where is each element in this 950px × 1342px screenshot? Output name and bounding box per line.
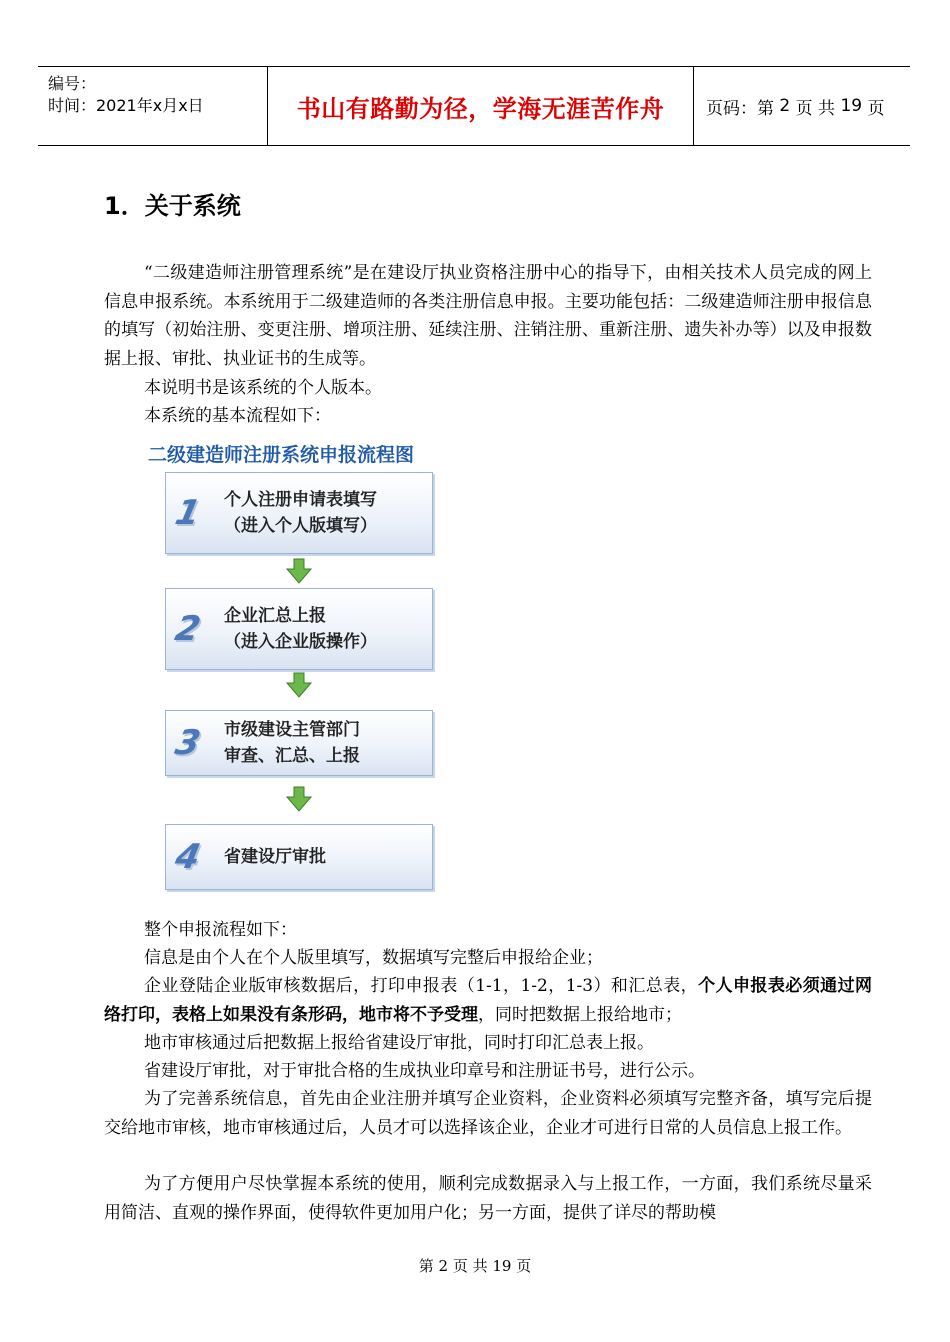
paragraph-version: 本说明书是该系统的个人版本。 [144,378,382,398]
flowchart-step-2 [165,588,433,670]
paragraph-enterprise [104,972,872,1029]
flowchart-title: 二级建造师注册系统申报流程图 [148,444,415,466]
paragraph-usability: 为了方便用户尽快掌握本系统的使用，顺利完成数据录入与上报工作，一方面，我们系统尽量采用简洁、直观的操作界面，使得软件更加用户化；另一方面，提供了详尽的帮助模 [104,1174,872,1223]
step-line-2: （进入个人版填写） [224,516,377,536]
page-total: 19 [840,96,863,116]
enterprise-warning: 个人申报表必须通过网络打印，表格上如果没有条形码，地市将不予受理 [104,976,872,1025]
page-suffix: 页 [867,98,885,119]
header-meta [48,73,204,117]
flowchart-step-4 [165,824,433,890]
step-line-1: 市级建设主管部门 [224,720,360,740]
down-arrow-icon [286,786,312,812]
step-text [224,717,360,769]
flowchart-step-3 [165,710,433,776]
page-header [38,66,910,146]
paragraph-city: 地市审核通过后把数据上报给省建设厅审批，同时打印汇总表上报。 [144,1033,654,1053]
page-prefix: 页码：第 [706,98,774,119]
step-line-1: 个人注册申请表填写 [224,490,377,510]
paragraph-personal: 信息是由个人在个人版里填写，数据填写完整后申报给企业； [144,948,603,968]
step-number: 3 [171,723,204,763]
document-time-label: 时间：2021年x月x日 [48,96,204,115]
flowchart-step-1 [165,472,433,554]
step-text [224,603,377,655]
header-divider [693,67,694,145]
footer-current: 2 [438,1257,449,1275]
enterprise-text: 企业登陆企业版审核数据后，打印申报表（1-1，1-2，1-3）和汇总表， [144,976,699,996]
document-number-label: 编号： [48,74,97,93]
step-text [224,487,377,539]
page-mid: 页 共 [795,98,836,119]
enterprise-text-end: ，同时把数据上报给地市； [478,1004,682,1025]
step-number: 4 [171,837,204,877]
step-line-1: 企业汇总上报 [224,606,326,626]
paragraph-process-intro: 整个申报流程如下： [144,920,297,940]
step-number: 1 [171,493,204,533]
page-footer [0,1255,950,1276]
footer-total: 19 [492,1257,512,1275]
footer-mid: 页 共 [452,1257,488,1275]
step-text [224,844,326,870]
header-motto: 书山有路勤为径，学海无涯苦作舟 [296,94,665,123]
paragraph-flow-intro: 本系统的基本流程如下： [144,406,331,426]
down-arrow-icon [286,558,312,584]
paragraph-enterprise-info: 为了完善系统信息，首先由企业注册并填写企业资料，企业资料必须填写完整齐备，填写完后提交给地市审核，地市审核通过后，人员才可以选择该企业，企业才可进行日常的人员信息上报工作。 [104,1089,872,1138]
paragraph-province: 省建设厅审批，对于审批合格的生成执业印章号和注册证书号，进行公示。 [144,1061,705,1081]
down-arrow-icon [286,672,312,698]
footer-suffix: 页 [516,1257,532,1275]
step-line-1: 省建设厅审批 [224,847,326,867]
step-number: 2 [171,609,204,649]
footer-prefix: 第 [418,1257,434,1275]
header-page-number [706,67,885,145]
paragraph-intro: “二级建造师注册管理系统”是在建设厅执业资格注册中心的指导下，由相关技术人员完成的网上信息申报系统。本系统用于二级建造师的各类注册信息申报。主要功能包括：二级建造师注册申报信息的填写（初始注册、变更注册、增项注册、延续注册、注销注册、重新注册、遗失补办等）以及申报数据上报、审批、执业证书的生成等。 [104,263,872,369]
section-title: 1．关于系统 [104,192,241,220]
page-current: 2 [779,96,791,116]
step-line-2: （进入企业版操作） [224,632,377,652]
step-line-2: 审查、汇总、上报 [224,746,360,766]
